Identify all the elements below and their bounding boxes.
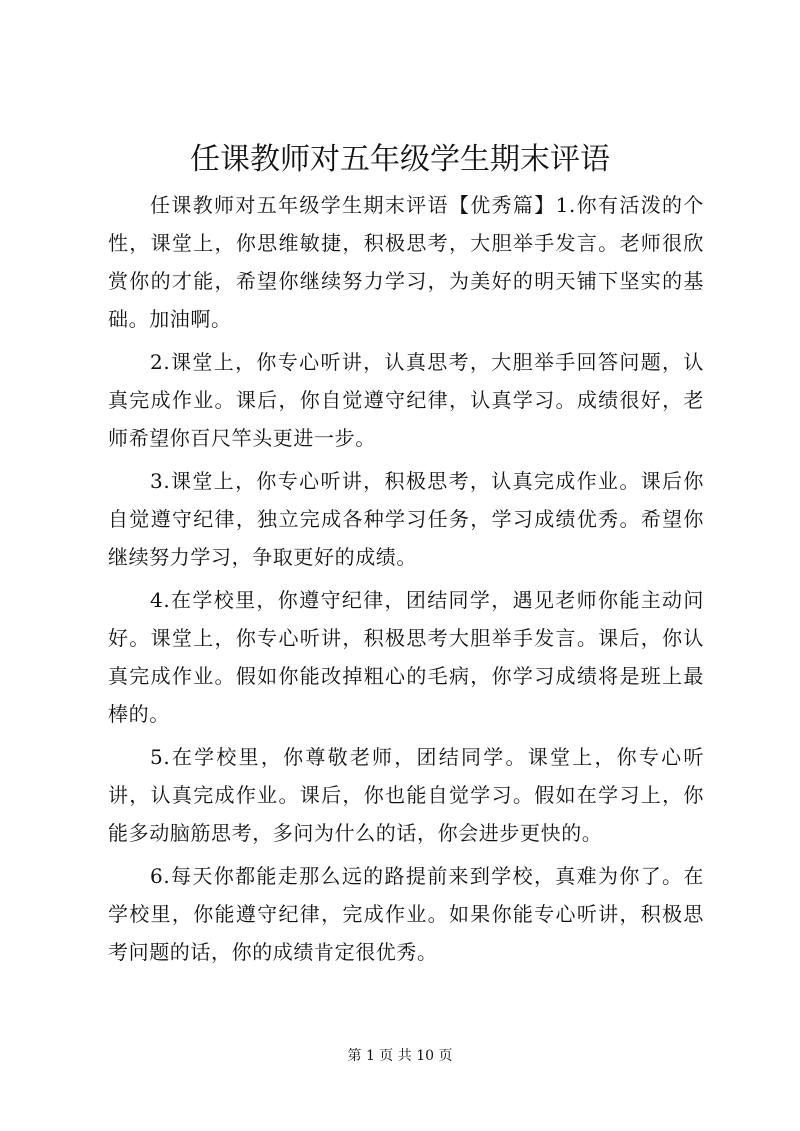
paragraph-3: 3.课堂上，你专心听讲，积极思考，认真完成作业。课后你自觉遵守纪律，独立完成各种学习任务，学习成绩优秀。希望你继续努力学习，争取更好的成绩。	[108, 469, 704, 569]
paragraph-6: 6.每天你都能走那么远的路提前来到学校，真难为你了。在学校里，你能遵守纪律，完成作业。如果你能专心听讲，积极思考问题的话，你的成绩肯定很优秀。	[108, 864, 704, 964]
paragraph-5: 5.在学校里，你尊敬老师，团结同学。课堂上，你专心听讲，认真完成作业。课后，你也能自觉学习。假如在学习上，你能多动脑筋思考，多问为什么的话，你会进步更快的。	[108, 745, 704, 845]
paragraph-4: 4.在学校里，你遵守纪律，团结同学，遇见老师你能主动问好。课堂上，你专心听讲，积极思考大胆举手发言。课后，你认真完成作业。假如你能改掉粗心的毛病，你学习成绩将是班上最棒的。	[108, 588, 704, 726]
paragraph-2: 2.课堂上，你专心听讲，认真思考，大胆举手回答问题，认真完成作业。课后，你自觉遵守纪律，认真学习。成绩很好，老师希望你百尺竿头更进一步。	[108, 350, 704, 450]
document-body	[108, 186, 704, 976]
paragraph-1: 任课教师对五年级学生期末评语【优秀篇】1.你有活泼的个性，课堂上，你思维敏捷，积极思考，大胆举手发言。老师很欣赏你的才能，希望你继续努力学习，为美好的明天铺下坚实的基础。加油啊。	[108, 193, 704, 331]
page-number-footer: 第 1 页 共 10 页	[347, 1048, 453, 1064]
document-title: 任课教师对五年级学生期末评语	[190, 142, 610, 177]
